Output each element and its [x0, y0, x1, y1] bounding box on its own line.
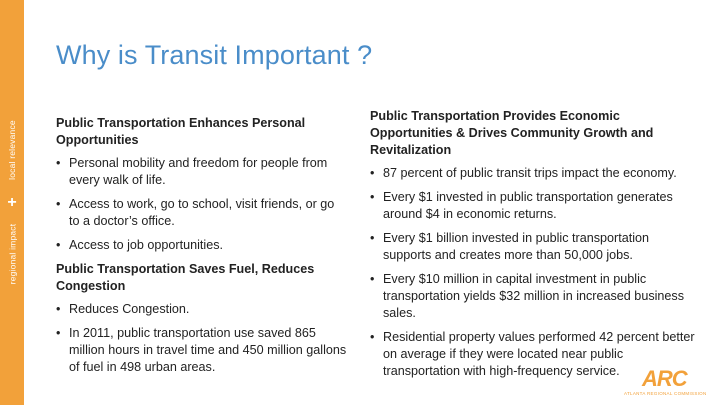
logo-subtitle: ATLANTA REGIONAL COMMISSION — [624, 391, 707, 396]
list-item: • In 2011, public transportation use saved 865 million hours in travel time and 450 million gallons of fuel in 498 urban areas. — [56, 325, 348, 376]
list-item: • Every $1 invested in public transportation generates around $4 in economic returns. — [370, 189, 700, 223]
sidebar-label-local-relevance: local relevance — [7, 120, 18, 180]
section-heading-saves-fuel: Public Transportation Saves Fuel, Reduces Congestion — [56, 262, 315, 293]
logo-mark: ARC — [642, 366, 687, 391]
list-item: • Access to work, go to school, visit friends, or go to a doctor’s office. — [56, 196, 348, 230]
section-heading-economic-opportunities: Public Transportation Provides Economic Opportunities & Drives Community Growth and Revitalization — [370, 109, 654, 157]
list-item: • Personal mobility and freedom for people from every walk of life. — [56, 155, 348, 189]
arc-logo — [620, 366, 712, 400]
page-title: Why is Transit Important ? — [56, 40, 373, 70]
list-item: • Reduces Congestion. — [56, 301, 348, 318]
bullet-list-economic-opportunities — [370, 165, 700, 380]
list-item: • 87 percent of public transit trips impact the economy. — [370, 165, 700, 182]
sidebar-label-regional-impact: regional impact — [7, 223, 18, 285]
bullet-list-saves-fuel — [56, 301, 348, 376]
list-item: • Every $10 million in capital investment in public transportation yields $32 million in increased business sales. — [370, 271, 700, 322]
section-heading-personal-opportunities: Public Transportation Enhances Personal Opportunities — [56, 116, 306, 147]
bullet-list-personal-opportunities — [56, 155, 348, 254]
sidebar-plus-icon: + — [7, 194, 17, 211]
list-item: • Residential property values performed 42 percent better on average if they were located near public transportation with high-frequency service. — [370, 329, 700, 380]
list-item: • Every $1 billion invested in public transportation supports and creates more than 50,000 jobs. — [370, 230, 700, 264]
right-column — [370, 108, 700, 387]
list-item: • Access to job opportunities. — [56, 237, 348, 254]
left-column — [56, 115, 348, 383]
